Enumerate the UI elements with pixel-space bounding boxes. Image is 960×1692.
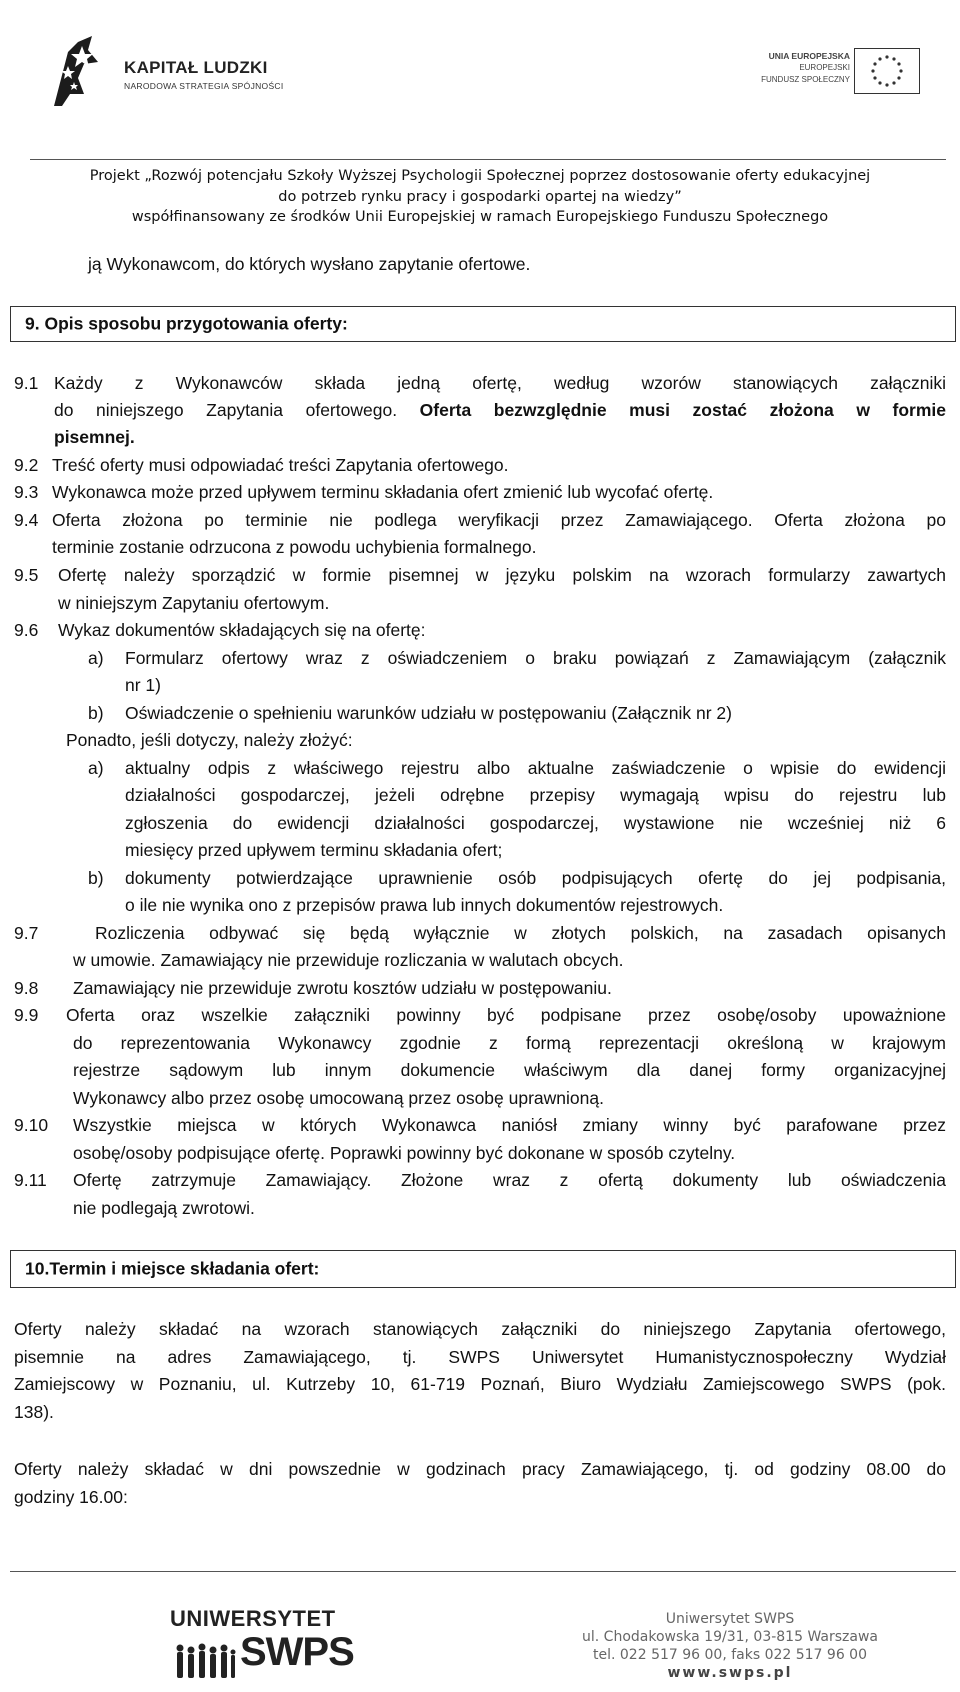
- kapital-ludzki-subtitle: NARODOWA STRATEGIA SPÓJNOŚCI: [124, 81, 284, 91]
- item-9-4-line-1: Oferta złożona po terminie nie podlega weryfikacji przez Zamawiającego. Oferta złożona po: [52, 510, 946, 530]
- item-9-6-a-line-1: Formularz ofertowy wraz z oświadczeniem o braku powiązań z Zamawiającym (załącznik: [125, 648, 946, 668]
- item-9-2-text: Treść oferty musi odpowiadać treści Zapytania ofertowego.: [52, 455, 509, 475]
- item-9-3-text: Wykonawca może przed upływem terminu składania ofert zmienić lub wycofać ofertę.: [52, 482, 714, 502]
- swps-logo: [170, 1606, 354, 1686]
- eu-logo: [740, 48, 922, 100]
- item-9-4-line-2: terminie zostanie odrzucona z powodu uchybienia formalnego.: [52, 537, 537, 557]
- item-9-11-line-2: nie podlegają zwrotowi.: [73, 1198, 255, 1218]
- section-9-heading-box: [10, 306, 956, 342]
- section-10-para-2-line-2: godziny 16.00:: [14, 1487, 128, 1507]
- item-9-6-b-text: Oświadczenie o spełnieniu warunków udziału w postępowaniu (Załącznik nr 2): [125, 703, 732, 723]
- item-9-7-line-1: Rozliczenia odbywać się będą wyłącznie w złotych polskich, na zasadach opisanych: [95, 923, 946, 943]
- eu-line-3: FUNDUSZ SPOŁECZNY: [761, 75, 850, 84]
- continuation-text: ją Wykonawcom, do których wysłano zapytanie ofertowe.: [88, 254, 531, 274]
- item-9-11-line-1: Ofertę zatrzymuje Zamawiający. Złożone wraz z ofertą dokumenty lub oświadczenia: [73, 1170, 946, 1190]
- item-9-3-number: 9.3: [14, 482, 39, 502]
- item-9-9-line-2: do reprezentowania Wykonawcy zgodnie z formą reprezentacji określoną w krajowym: [73, 1033, 946, 1053]
- ponadto-a-line-4: miesięcy przed upływem terminu składania ofert;: [125, 840, 503, 860]
- item-9-5-line-1: Ofertę należy sporządzić w formie pisemnej w języku polskim na wzorach formularzy zawartych: [58, 565, 946, 585]
- item-9-9-line-4: Wykonawcy albo przez osobę umocowaną przez osobę uprawnioną.: [73, 1088, 604, 1108]
- item-9-7-number: 9.7: [14, 923, 39, 943]
- item-9-8-number: 9.8: [14, 978, 39, 998]
- item-9-1-line-2-bold: Oferta bezwzględnie musi zostać złożona w formie: [419, 400, 947, 420]
- footer-university-name: Uniwersytet SWPS: [665, 1611, 795, 1627]
- star-figure-icon: [48, 34, 114, 114]
- item-9-1-line-2: [54, 397, 946, 424]
- ponadto-a-line-2: działalności gospodarczej, jeżeli odrębne przepisy wymagają wpisu do rejestru lub: [125, 785, 946, 805]
- eu-logo-text: [761, 50, 850, 86]
- item-9-6-a-marker: a): [88, 648, 104, 668]
- section-10-para-2-line-1: Oferty należy składać w dni powszednie w godzinach pracy Zamawiającego, tj. od godziny 08.00 do: [14, 1459, 946, 1479]
- item-9-6-number: 9.6: [14, 620, 39, 640]
- swps-logo-word: SWPS: [240, 1630, 354, 1674]
- section-9-heading: 9. Opis sposobu przygotowania oferty:: [25, 313, 348, 334]
- eu-stars-flag-icon: [854, 48, 920, 94]
- item-9-10-line-1: Wszystkie miejsca w których Wykonawca naniósł zmiany winny być parafowane przez: [73, 1115, 946, 1135]
- item-9-8-text: Zamawiający nie przewiduje zwrotu kosztów udziału w postępowaniu.: [73, 978, 612, 998]
- letterhead: [0, 0, 960, 225]
- project-line-1: Projekt „Rozwój potencjału Szkoły Wyższej Psychologii Społecznej poprzez dostosowanie oferty edukacyjnej: [89, 168, 871, 184]
- project-line-2: do potrzeb rynku pracy i gospodarki opartej na wiedzy”: [278, 188, 682, 205]
- item-9-11-number: 9.11: [14, 1170, 47, 1190]
- kapital-ludzki-title: KAPITAŁ LUDZKI: [124, 58, 268, 77]
- item-9-9-number: 9.9: [14, 1005, 39, 1025]
- item-9-9-line-3: rejestrze sądowym lub innym dokumencie właściwym dla danej formy organizacyjnej: [73, 1060, 946, 1080]
- eu-line-1: UNIA EUROPEJSKA: [768, 51, 850, 61]
- item-9-6-b-marker: b): [88, 703, 104, 723]
- item-9-5-number: 9.5: [14, 565, 39, 585]
- item-9-6-a-line-2: nr 1): [125, 675, 161, 695]
- section-10-para-1-line-3: Zamiejscowy w Poznaniu, ul. Kutrzeby 10, 61-719 Poznań, Biuro Wydziału Zamiejscowego SWPS (pok.: [14, 1374, 946, 1394]
- ponadto-text: Ponadto, jeśli dotyczy, należy złożyć:: [66, 730, 353, 750]
- ponadto-a-marker: a): [88, 758, 104, 778]
- section-10-para-1-line-2: pisemnie na adres Zamawiającego, tj. SWPS Uniwersytet Humanistycznospołeczny Wydział: [14, 1347, 946, 1367]
- item-9-10-number: 9.10: [14, 1115, 49, 1135]
- footer-phone-fax: tel. 022 517 96 00, faks 022 517 96 00: [593, 1647, 867, 1663]
- item-9-6-text: Wykaz dokumentów składających się na ofertę:: [58, 620, 426, 640]
- ponadto-b-line-1: dokumenty potwierdzające uprawnienie osób podpisujących ofertę do jej podpisania,: [125, 868, 946, 888]
- footer-street: ul. Chodakowska 19/31, 03-815 Warszawa: [582, 1629, 878, 1645]
- people-silhouettes-icon: [174, 1642, 236, 1682]
- item-9-1-number: 9.1: [14, 373, 39, 393]
- section-10-para-1-line-1: Oferty należy składać na wzorach stanowiących załączniki do niniejszego Zapytania ofertowego,: [14, 1319, 946, 1339]
- project-caption: [0, 166, 960, 228]
- section-10-heading: 10.Termin i miejsce składania ofert:: [25, 1258, 320, 1279]
- item-9-1-line-1: Każdy z Wykonawców składa jedną ofertę, według wzorów stanowiących załączniki: [54, 373, 946, 393]
- kapital-ludzki-logo: [48, 34, 308, 114]
- header-divider: [30, 159, 946, 160]
- item-9-9-line-1: Oferta oraz wszelkie załączniki powinny być podpisane przez osobę/osoby upoważnione: [66, 1005, 946, 1025]
- item-9-10-line-2: osobę/osoby podpisujące ofertę. Poprawki powinny być dokonane w sposób czytelny.: [73, 1143, 736, 1163]
- swps-logo-top-text: UNIWERSYTET: [170, 1606, 336, 1631]
- section-10-para-1-line-4: 138).: [14, 1402, 54, 1422]
- ponadto-b-marker: b): [88, 868, 104, 888]
- ponadto-a-line-1: aktualny odpis z właściwego rejestru albo aktualne zaświadczenie o wpisie do ewidencji: [125, 758, 946, 778]
- footer-website: www.swps.pl: [667, 1665, 793, 1681]
- footer-address: [560, 1610, 900, 1682]
- footer-divider: [10, 1571, 956, 1572]
- item-9-1-line-2-plain: do niniejszego Zapytania ofertowego.: [54, 400, 420, 420]
- item-9-5-line-2: w niniejszym Zapytaniu ofertowym.: [58, 593, 330, 613]
- item-9-4-number: 9.4: [14, 510, 39, 530]
- ponadto-b-line-2: o ile nie wynika ono z przepisów prawa lub innych dokumentów rejestrowych.: [125, 895, 724, 915]
- item-9-2-number: 9.2: [14, 455, 39, 475]
- project-line-3: współfinansowany ze środków Unii Europejskiej w ramach Europejskiego Funduszu Społecznego: [131, 209, 829, 225]
- item-9-1-line-3: pisemnej.: [54, 427, 135, 447]
- eu-line-2: EUROPEJSKI: [799, 63, 850, 72]
- section-10-heading-box: [10, 1250, 956, 1288]
- item-9-7-line-2: w umowie. Zamawiający nie przewiduje rozliczania w walutach obcych.: [73, 950, 624, 970]
- ponadto-a-line-3: zgłoszenia do ewidencji działalności gospodarczej, wystawione nie wcześniej niż 6: [125, 813, 946, 833]
